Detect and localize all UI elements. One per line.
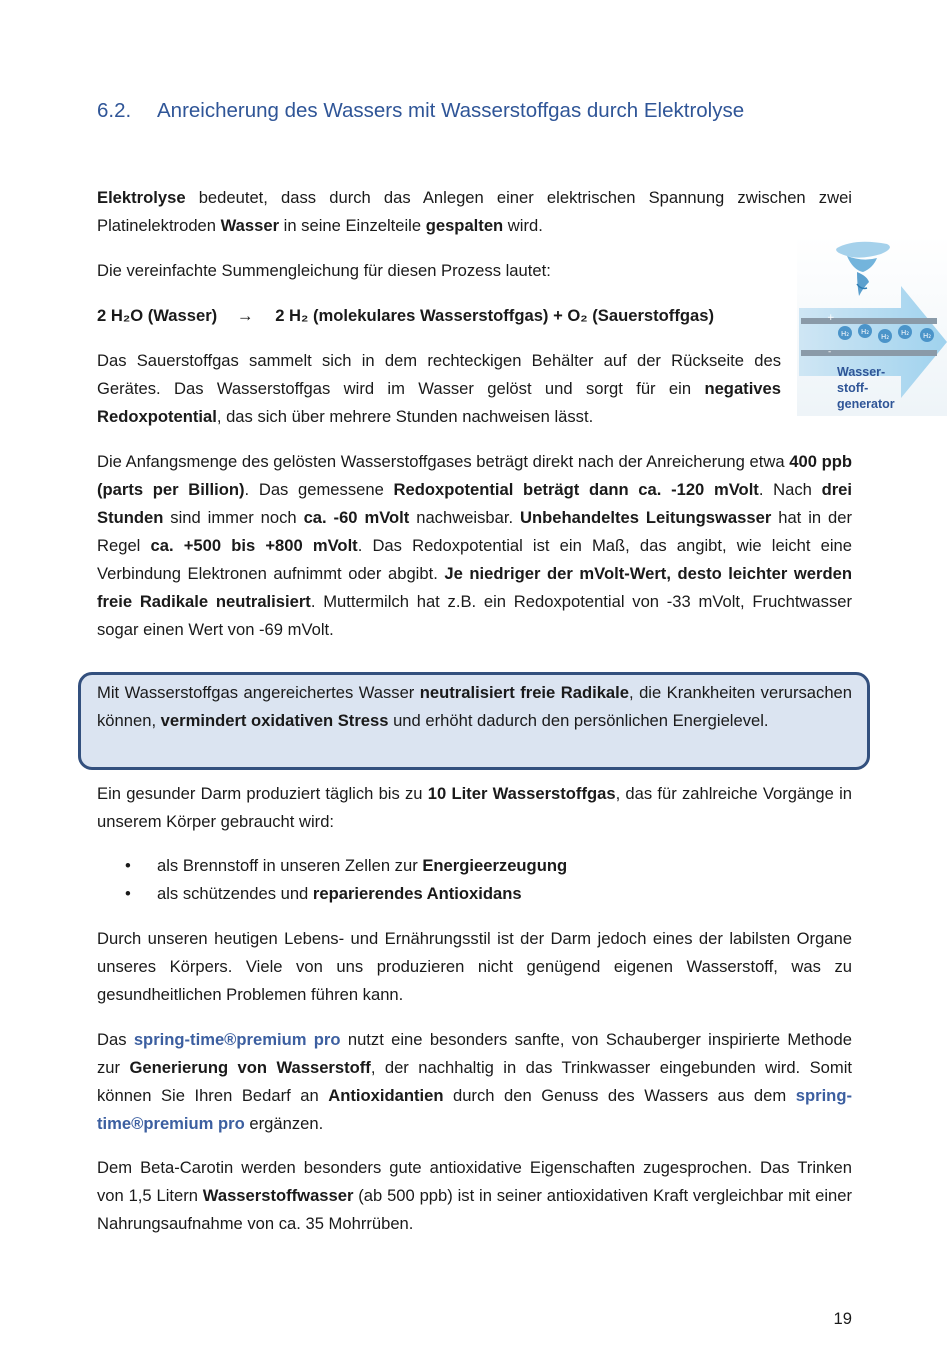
list-item: • als schützendes und reparierendes Antioxidans <box>97 880 852 908</box>
reaction-formula <box>97 302 797 330</box>
callout-text: Mit Wasserstoffgas angereichertes Wasser neutralisiert freie Radikale, die Krankheiten verursachen können, vermindert oxidativen Stress und erhöht dadurch den persönlichen Energielevel. <box>97 683 853 730</box>
brand-name: spring-time®premium pro <box>133 1030 341 1049</box>
figure-caption: Wasser- stoff- generator <box>837 365 895 411</box>
h2-bubble-label: H₂ <box>840 330 850 338</box>
brand-name: spring-time®premium pro <box>97 1086 852 1133</box>
bullet-list <box>97 852 852 908</box>
h2-bubble-label: H₂ <box>922 332 932 340</box>
page-number: 19 <box>833 1309 852 1328</box>
h2-bubble-label: H₂ <box>860 328 870 336</box>
section-title: Anreicherung des Wassers mit Wasserstoffgas durch Elektrolyse <box>157 99 745 122</box>
anode-plate <box>801 318 937 324</box>
paragraph-elektrolyse: Elektrolyse bedeutet, dass durch das Anlegen einer elektrischen Spannung zwischen zwei Platinelektroden Wasser in seine Einzelteile gespalten wird. <box>97 188 852 235</box>
paragraph-darm: Ein gesunder Darm produziert täglich bis zu 10 Liter Wasserstoffgas, das für zahlreiche Vorgänge in unserem Körper gebraucht wird: <box>97 784 852 831</box>
minus-sign: - <box>828 347 832 357</box>
paragraph-beta-carotin: Dem Beta-Carotin werden besonders gute antioxidative Eigenschaften zugesprochen. Das Trinken von 1,5 Litern Wasserstoffwasser (ab 500 ppb) ist in seiner antioxidativen Kraft vergleichbar mit einer Nahrungsaufnahme von ca. 35 Mohrrüben. <box>97 1158 852 1233</box>
section-heading <box>97 96 877 126</box>
cathode-plate <box>801 350 937 356</box>
h2-bubble-label: H₂ <box>900 329 910 337</box>
bullet-icon: • <box>125 884 131 903</box>
paragraph-ernaehrung: Durch unseren heutigen Lebens- und Ernährungsstil ist der Darm jedoch eines der labilsten Organe unseres Körpers. Viele von uns produzieren nicht genügend eigenen Wasserstoff, was zu gesundheitlichen Problemen führen kann. <box>97 929 852 1004</box>
bullet-icon: • <box>125 856 131 875</box>
paragraph-redoxpotential: Die Anfangsmenge des gelösten Wasserstoffgases beträgt direkt nach der Anreicherung etwa 400 ppb (parts per Billion). Das gemessene Redoxpotential beträgt dann ca. -120 mVolt. Nach drei Stunden sind immer noch ca. -60 mVolt nachweisbar. Unbehandeltes Leitungswasser hat in der Regel ca. +500 bis +800 mVolt. Das Redoxpotential ist ein Maß, das angibt, wie leicht eine Verbindung Elektronen aufnimmt oder abgibt. Je niedriger der mVolt-Wert, desto leichter werden freie Radikale neutralisiert. Muttermilch hat z.B. ein Redoxpotential von -33 mVolt, Fruchtwasser sogar einen Wert von -69 mVolt. <box>97 452 853 639</box>
section-number: 6.2. <box>97 99 132 122</box>
paragraph-spring-time: Das spring-time®premium pro nutzt eine besonders sanfte, von Schauberger inspirierte Methode zur Generierung von Wasserstoff, der nachhaltig in das Trinkwasser eingebunden wird. Somit können Sie Ihren Bedarf an Antioxidantien durch den Genuss des Wassers aus dem spring-time®premium pro ergänzen. <box>97 1030 852 1133</box>
arrow-right-icon: → <box>236 306 254 325</box>
formula-left: 2 H₂O (Wasser) <box>97 306 218 325</box>
paragraph-sauerstoffgas: Das Sauerstoffgas sammelt sich in dem rechteckigen Behälter auf der Rückseite des Gerätes. Das Wasserstoffgas wird im Wasser gelöst und sorgt für ein negatives Redoxpotential, das sich über mehrere Stunden nachweisen lässt. <box>97 351 781 426</box>
hydrogen-generator-figure <box>797 236 947 416</box>
formula-right: 2 H₂ (molekulares Wasserstoffgas) + O₂ (Sauerstoffgas) <box>275 306 714 325</box>
h2-bubble-label: H₂ <box>880 333 890 341</box>
paragraph-summengleichung: Die vereinfachte Summengleichung für diesen Prozess lautet: <box>97 261 551 280</box>
list-item: • als Brennstoff in unseren Zellen zur Energieerzeugung <box>97 852 852 880</box>
plus-sign: + <box>827 313 835 323</box>
